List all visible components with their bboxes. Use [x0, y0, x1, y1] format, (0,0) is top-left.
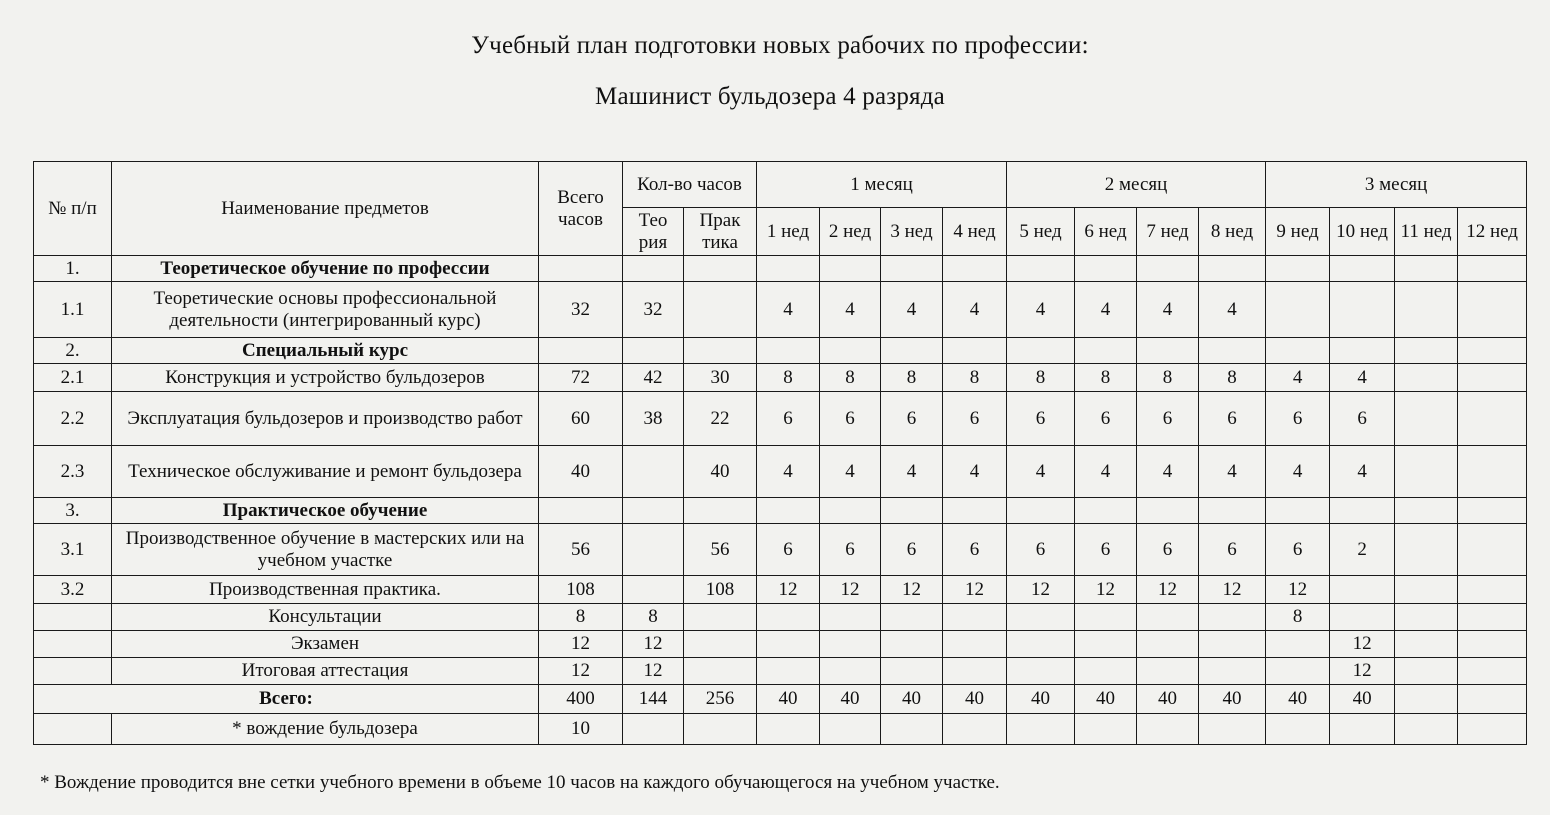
week-hours — [1395, 498, 1458, 524]
week-hours: 12 — [1330, 658, 1395, 685]
header-week: 5 нед — [1007, 208, 1075, 256]
subject-name: Производственное обучение в мастерских или на учебном участке — [112, 524, 539, 576]
row-number: 2.2 — [34, 392, 112, 446]
row-number: 2. — [34, 338, 112, 364]
header-week: 1 нед — [757, 208, 820, 256]
header-row-1 — [34, 162, 1527, 208]
week-hours: 4 — [757, 282, 820, 338]
week-hours — [943, 498, 1007, 524]
week-hours: 6 — [881, 524, 943, 576]
week-hours — [1330, 256, 1395, 282]
week-hours: 6 — [1137, 524, 1199, 576]
week-hours — [881, 498, 943, 524]
table-row — [34, 604, 1527, 631]
week-hours — [881, 714, 943, 745]
week-hours: 8 — [1075, 364, 1137, 392]
week-hours — [1266, 282, 1330, 338]
week-hours: 6 — [1137, 392, 1199, 446]
week-hours — [1395, 714, 1458, 745]
week-hours: 4 — [1266, 446, 1330, 498]
week-hours — [1458, 392, 1527, 446]
week-hours — [1266, 256, 1330, 282]
week-hours: 12 — [1266, 576, 1330, 604]
document-subtitle: Машинист бульдозера 4 разряда — [595, 83, 945, 110]
driving-row — [34, 714, 1527, 745]
header-week: 12 нед — [1458, 208, 1527, 256]
driving-label: * вождение бульдозера — [112, 714, 539, 745]
practice-hours: 40 — [684, 446, 757, 498]
week-hours — [1458, 604, 1527, 631]
week-hours — [1395, 576, 1458, 604]
totals-week: 40 — [1199, 685, 1266, 714]
week-hours: 6 — [943, 392, 1007, 446]
week-hours — [1137, 604, 1199, 631]
week-hours — [1395, 338, 1458, 364]
week-hours — [1458, 446, 1527, 498]
document-title: Учебный план подготовки новых рабочих по профессии: — [471, 32, 1089, 59]
week-hours — [1075, 604, 1137, 631]
week-hours — [1266, 631, 1330, 658]
week-hours: 12 — [943, 576, 1007, 604]
week-hours — [1137, 338, 1199, 364]
week-hours — [757, 338, 820, 364]
header-week: 10 нед — [1330, 208, 1395, 256]
totals-week: 40 — [1075, 685, 1137, 714]
week-hours — [1266, 498, 1330, 524]
week-hours: 4 — [1075, 282, 1137, 338]
week-hours: 4 — [820, 282, 881, 338]
week-hours: 4 — [1137, 446, 1199, 498]
week-hours — [1137, 631, 1199, 658]
theory-hours — [623, 256, 684, 282]
week-hours — [943, 714, 1007, 745]
week-hours: 4 — [1007, 446, 1075, 498]
practice-hours: 22 — [684, 392, 757, 446]
week-hours — [1458, 282, 1527, 338]
week-hours: 4 — [1330, 446, 1395, 498]
week-hours: 6 — [1007, 392, 1075, 446]
week-hours: 12 — [1137, 576, 1199, 604]
practice-hours: 56 — [684, 524, 757, 576]
week-hours: 4 — [1199, 446, 1266, 498]
total-hours — [539, 256, 623, 282]
week-hours — [943, 256, 1007, 282]
week-hours: 6 — [757, 392, 820, 446]
week-hours — [757, 256, 820, 282]
week-hours: 12 — [881, 576, 943, 604]
week-hours: 6 — [1075, 524, 1137, 576]
total-hours: 60 — [539, 392, 623, 446]
row-number — [34, 714, 112, 745]
theory-hours: 12 — [623, 658, 684, 685]
week-hours — [1007, 498, 1075, 524]
theory-hours: 42 — [623, 364, 684, 392]
header-week: 6 нед — [1075, 208, 1137, 256]
week-hours: 8 — [943, 364, 1007, 392]
week-hours: 4 — [1007, 282, 1075, 338]
week-hours: 6 — [881, 392, 943, 446]
week-hours — [1075, 498, 1137, 524]
week-hours — [1266, 658, 1330, 685]
week-hours: 6 — [1266, 392, 1330, 446]
subject-name: Теоретические основы профессиональной деятельности (интегрированный курс) — [112, 282, 539, 338]
week-hours — [1458, 338, 1527, 364]
row-number — [34, 631, 112, 658]
week-hours — [1458, 364, 1527, 392]
week-hours — [943, 338, 1007, 364]
week-hours — [1199, 714, 1266, 745]
week-hours — [820, 631, 881, 658]
week-hours — [1458, 631, 1527, 658]
week-hours — [1199, 338, 1266, 364]
week-hours: 6 — [820, 392, 881, 446]
week-hours — [757, 631, 820, 658]
section-row — [34, 498, 1527, 524]
week-hours: 6 — [943, 524, 1007, 576]
totals-week: 40 — [820, 685, 881, 714]
practice-hours — [684, 338, 757, 364]
row-number — [34, 604, 112, 631]
week-hours — [757, 604, 820, 631]
week-hours — [1458, 524, 1527, 576]
week-hours: 8 — [1137, 364, 1199, 392]
total-hours: 108 — [539, 576, 623, 604]
week-hours: 6 — [1330, 392, 1395, 446]
header-practice: Прак тика — [684, 208, 757, 256]
table-row — [34, 631, 1527, 658]
week-hours — [1199, 498, 1266, 524]
week-hours: 12 — [1330, 631, 1395, 658]
week-hours — [1330, 338, 1395, 364]
total-hours: 72 — [539, 364, 623, 392]
row-number: 1.1 — [34, 282, 112, 338]
week-hours: 4 — [881, 446, 943, 498]
week-hours — [820, 256, 881, 282]
total-hours: 40 — [539, 446, 623, 498]
week-hours — [881, 338, 943, 364]
subject-name: Эксплуатация бульдозеров и производство работ — [112, 392, 539, 446]
week-hours — [1007, 714, 1075, 745]
week-hours: 4 — [820, 446, 881, 498]
header-week: 4 нед — [943, 208, 1007, 256]
totals-practice: 256 — [684, 685, 757, 714]
week-hours — [1330, 604, 1395, 631]
header-week: 2 нед — [820, 208, 881, 256]
week-hours: 4 — [1137, 282, 1199, 338]
subject-name: Консультации — [112, 604, 539, 631]
week-hours — [1395, 631, 1458, 658]
week-hours: 6 — [1007, 524, 1075, 576]
week-hours — [1007, 658, 1075, 685]
totals-week: 40 — [757, 685, 820, 714]
header-month-3: 3 месяц — [1266, 162, 1527, 208]
curriculum-table — [33, 161, 1527, 745]
week-hours: 12 — [1007, 576, 1075, 604]
header-week: 11 нед — [1395, 208, 1458, 256]
driving-total: 10 — [539, 714, 623, 745]
row-number: 3. — [34, 498, 112, 524]
week-hours — [820, 604, 881, 631]
week-hours — [1075, 658, 1137, 685]
total-hours — [539, 498, 623, 524]
week-hours — [1458, 576, 1527, 604]
week-hours: 6 — [1199, 392, 1266, 446]
week-hours — [943, 658, 1007, 685]
week-hours — [1330, 714, 1395, 745]
week-hours: 6 — [1266, 524, 1330, 576]
week-hours: 8 — [1266, 604, 1330, 631]
week-hours — [1395, 282, 1458, 338]
totals-week: 40 — [1007, 685, 1075, 714]
footnote: * Вождение проводится вне сетки учебного времени в объеме 10 часов на каждого обучающегося на учебном участке. — [40, 772, 1000, 793]
week-hours — [1007, 631, 1075, 658]
week-hours — [1075, 631, 1137, 658]
practice-hours: 30 — [684, 364, 757, 392]
theory-hours — [623, 714, 684, 745]
week-hours — [1137, 714, 1199, 745]
week-hours: 12 — [820, 576, 881, 604]
week-hours — [1395, 392, 1458, 446]
totals-total: 400 — [539, 685, 623, 714]
theory-hours: 12 — [623, 631, 684, 658]
week-hours: 4 — [1266, 364, 1330, 392]
subject-name: Производственная практика. — [112, 576, 539, 604]
week-hours — [820, 338, 881, 364]
week-hours — [1266, 714, 1330, 745]
week-hours — [943, 631, 1007, 658]
week-hours: 8 — [757, 364, 820, 392]
week-hours: 4 — [1330, 364, 1395, 392]
week-hours — [1330, 498, 1395, 524]
header-hours: Кол-во часов — [623, 162, 757, 208]
week-hours: 2 — [1330, 524, 1395, 576]
week-hours — [1458, 658, 1527, 685]
week-hours: 8 — [820, 364, 881, 392]
practice-hours — [684, 498, 757, 524]
week-hours: 6 — [820, 524, 881, 576]
week-hours — [1199, 658, 1266, 685]
week-hours — [757, 658, 820, 685]
week-hours — [1075, 714, 1137, 745]
header-total: Всего часов — [539, 162, 623, 256]
header-week: 3 нед — [881, 208, 943, 256]
practice-hours — [684, 282, 757, 338]
totals-week: 40 — [1266, 685, 1330, 714]
theory-hours — [623, 576, 684, 604]
total-hours: 8 — [539, 604, 623, 631]
theory-hours — [623, 446, 684, 498]
week-hours — [881, 631, 943, 658]
subject-name: Итоговая аттестация — [112, 658, 539, 685]
subject-name: Теоретическое обучение по профессии — [112, 256, 539, 282]
total-hours — [539, 338, 623, 364]
section-row — [34, 338, 1527, 364]
week-hours — [1266, 338, 1330, 364]
table-row — [34, 282, 1527, 338]
week-hours — [881, 658, 943, 685]
subject-name: Техническое обслуживание и ремонт бульдозера — [112, 446, 539, 498]
week-hours — [1199, 631, 1266, 658]
week-hours — [1395, 658, 1458, 685]
subject-name: Конструкция и устройство бульдозеров — [112, 364, 539, 392]
subject-name: Практическое обучение — [112, 498, 539, 524]
week-hours — [1330, 282, 1395, 338]
week-hours: 4 — [757, 446, 820, 498]
week-hours — [820, 714, 881, 745]
subject-name: Экзамен — [112, 631, 539, 658]
practice-hours — [684, 714, 757, 745]
week-hours — [757, 498, 820, 524]
totals-week — [1458, 685, 1527, 714]
week-hours — [1007, 338, 1075, 364]
header-week: 8 нед — [1199, 208, 1266, 256]
total-hours: 12 — [539, 631, 623, 658]
table-row — [34, 392, 1527, 446]
practice-hours — [684, 604, 757, 631]
week-hours: 12 — [1075, 576, 1137, 604]
week-hours — [1395, 364, 1458, 392]
totals-week — [1395, 685, 1458, 714]
week-hours: 4 — [1199, 282, 1266, 338]
totals-label: Всего: — [34, 685, 539, 714]
totals-week: 40 — [943, 685, 1007, 714]
theory-hours — [623, 338, 684, 364]
week-hours: 4 — [943, 446, 1007, 498]
week-hours — [1007, 604, 1075, 631]
row-number: 2.3 — [34, 446, 112, 498]
week-hours — [1075, 338, 1137, 364]
row-number — [34, 658, 112, 685]
week-hours — [1395, 446, 1458, 498]
week-hours — [820, 498, 881, 524]
week-hours — [1137, 658, 1199, 685]
theory-hours: 32 — [623, 282, 684, 338]
theory-hours — [623, 498, 684, 524]
week-hours: 6 — [1199, 524, 1266, 576]
header-num: № п/п — [34, 162, 112, 256]
totals-theory: 144 — [623, 685, 684, 714]
total-hours: 56 — [539, 524, 623, 576]
total-hours: 12 — [539, 658, 623, 685]
week-hours — [1458, 714, 1527, 745]
row-number: 3.1 — [34, 524, 112, 576]
week-hours — [1330, 576, 1395, 604]
totals-week: 40 — [1137, 685, 1199, 714]
week-hours: 12 — [1199, 576, 1266, 604]
practice-hours — [684, 631, 757, 658]
week-hours — [820, 658, 881, 685]
header-theory: Тео рия — [623, 208, 684, 256]
totals-row — [34, 685, 1527, 714]
row-number: 3.2 — [34, 576, 112, 604]
totals-week: 40 — [1330, 685, 1395, 714]
week-hours — [1075, 256, 1137, 282]
week-hours — [1199, 256, 1266, 282]
week-hours — [1458, 256, 1527, 282]
table-row — [34, 576, 1527, 604]
week-hours: 6 — [757, 524, 820, 576]
practice-hours — [684, 256, 757, 282]
week-hours — [943, 604, 1007, 631]
week-hours — [881, 604, 943, 631]
totals-week: 40 — [881, 685, 943, 714]
theory-hours: 8 — [623, 604, 684, 631]
week-hours — [1395, 604, 1458, 631]
table-row — [34, 364, 1527, 392]
week-hours: 8 — [1199, 364, 1266, 392]
week-hours — [1395, 524, 1458, 576]
table-row — [34, 524, 1527, 576]
header-week: 9 нед — [1266, 208, 1330, 256]
header-week: 7 нед — [1137, 208, 1199, 256]
table-row — [34, 446, 1527, 498]
week-hours: 4 — [881, 282, 943, 338]
week-hours: 4 — [1075, 446, 1137, 498]
week-hours: 6 — [1075, 392, 1137, 446]
week-hours — [1007, 256, 1075, 282]
week-hours — [1458, 498, 1527, 524]
practice-hours — [684, 658, 757, 685]
header-month-1: 1 месяц — [757, 162, 1007, 208]
total-hours: 32 — [539, 282, 623, 338]
week-hours — [1395, 256, 1458, 282]
theory-hours — [623, 524, 684, 576]
week-hours — [881, 256, 943, 282]
table-row — [34, 658, 1527, 685]
subject-name: Специальный курс — [112, 338, 539, 364]
row-number: 2.1 — [34, 364, 112, 392]
row-number: 1. — [34, 256, 112, 282]
week-hours — [1137, 498, 1199, 524]
week-hours — [1137, 256, 1199, 282]
header-month-2: 2 месяц — [1007, 162, 1266, 208]
week-hours: 12 — [757, 576, 820, 604]
header-name: Наименование предметов — [112, 162, 539, 256]
week-hours — [757, 714, 820, 745]
week-hours: 4 — [943, 282, 1007, 338]
week-hours: 8 — [881, 364, 943, 392]
practice-hours: 108 — [684, 576, 757, 604]
week-hours: 8 — [1007, 364, 1075, 392]
section-row — [34, 256, 1527, 282]
theory-hours: 38 — [623, 392, 684, 446]
week-hours — [1199, 604, 1266, 631]
